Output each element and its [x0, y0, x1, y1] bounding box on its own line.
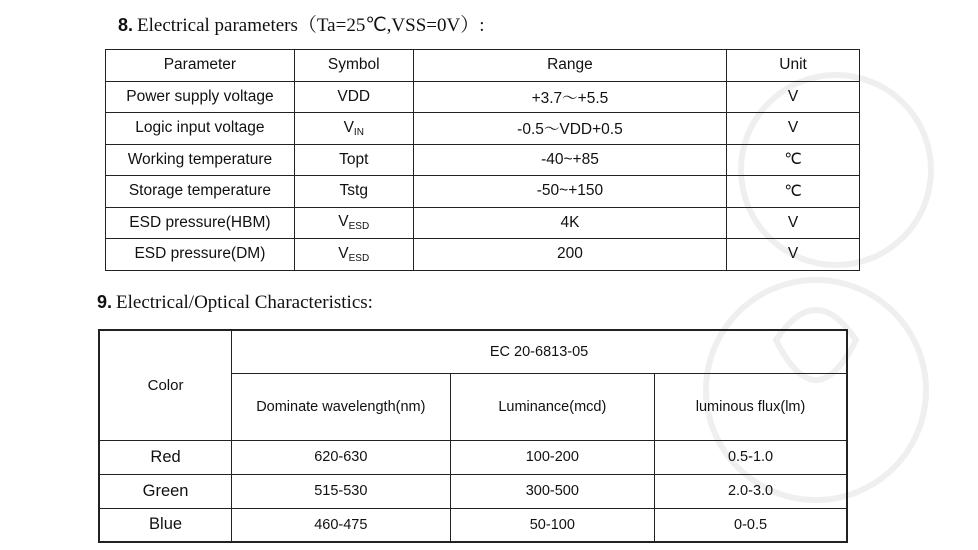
range-cell: 4K — [413, 207, 727, 239]
color-cell: Red — [99, 440, 232, 474]
color-cell: Green — [99, 474, 232, 508]
range-cell: -40~+85 — [413, 144, 727, 176]
table-row — [106, 144, 860, 176]
symbol-subscript: ESD — [348, 221, 370, 233]
table-row — [99, 440, 847, 474]
parameter-cell: Working temperature — [106, 144, 295, 176]
symbol-subscript: ESD — [348, 252, 370, 264]
unit-cell: ℃ — [727, 144, 860, 176]
luminance-cell: 50-100 — [450, 508, 655, 542]
flux-cell: 2.0-3.0 — [655, 474, 847, 508]
optical-characteristics-table — [98, 329, 848, 543]
unit-cell: V — [727, 81, 860, 113]
section-9-number: 9. — [97, 292, 113, 312]
header-wavelength: Dominate wavelength(nm) — [232, 373, 450, 440]
header-symbol: Symbol — [294, 50, 413, 82]
symbol-cell — [294, 113, 413, 145]
symbol-text: VDD — [337, 87, 371, 105]
parameter-cell: ESD pressure(DM) — [106, 239, 295, 271]
section-8-heading — [118, 10, 484, 37]
symbol-cell — [294, 81, 413, 113]
header-group: EC 20-6813-05 — [232, 330, 847, 373]
table-row — [106, 113, 860, 145]
range-cell: -50~+150 — [413, 176, 727, 208]
header-unit: Unit — [727, 50, 860, 82]
unit-cell: V — [727, 239, 860, 271]
wavelength-cell: 515-530 — [232, 474, 450, 508]
symbol-text: Tstg — [339, 182, 368, 200]
table-row — [106, 81, 860, 113]
parameter-cell: Power supply voltage — [106, 81, 295, 113]
color-cell: Blue — [99, 508, 232, 542]
unit-cell: V — [727, 207, 860, 239]
symbol-text: Topt — [339, 150, 369, 168]
range-cell: -0.5～VDD+0.5 — [413, 113, 727, 145]
table-header-row — [99, 330, 847, 373]
header-range: Range — [413, 50, 727, 82]
symbol-cell — [294, 176, 413, 208]
section-9-heading — [97, 292, 373, 314]
table-row — [106, 239, 860, 271]
symbol-subscript: IN — [353, 126, 364, 138]
table-header-row — [106, 50, 860, 82]
flux-cell: 0-0.5 — [655, 508, 847, 542]
unit-cell: ℃ — [727, 176, 860, 208]
unit-cell: V — [727, 113, 860, 145]
parameter-cell: Logic input voltage — [106, 113, 295, 145]
symbol-text: V — [338, 244, 349, 262]
header-luminance: Luminance(mcd) — [450, 373, 655, 440]
luminance-cell: 100-200 — [450, 440, 655, 474]
symbol-text: V — [343, 118, 354, 136]
electrical-parameters-table — [105, 49, 860, 271]
table-row — [99, 474, 847, 508]
parameter-cell: Storage temperature — [106, 176, 295, 208]
parameter-cell: ESD pressure(HBM) — [106, 207, 295, 239]
wavelength-cell: 460-475 — [232, 508, 450, 542]
symbol-cell — [294, 144, 413, 176]
range-cell: +3.7～+5.5 — [413, 81, 727, 113]
range-cell: 200 — [413, 239, 727, 271]
symbol-cell — [294, 207, 413, 239]
flux-cell: 0.5-1.0 — [655, 440, 847, 474]
table-row — [106, 207, 860, 239]
symbol-cell — [294, 239, 413, 271]
section-8-title: Electrical parameters（Ta=25℃,VSS=0V）: — [137, 15, 485, 36]
header-color: Color — [99, 330, 232, 440]
table-row — [106, 176, 860, 208]
symbol-text: V — [338, 213, 349, 231]
section-9-title: Electrical/Optical Characteristics: — [116, 292, 373, 313]
section-8-number: 8. — [118, 15, 134, 35]
header-parameter: Parameter — [106, 50, 295, 82]
luminance-cell: 300-500 — [450, 474, 655, 508]
table-row — [99, 508, 847, 542]
header-flux: luminous flux(lm) — [655, 373, 847, 440]
wavelength-cell: 620-630 — [232, 440, 450, 474]
